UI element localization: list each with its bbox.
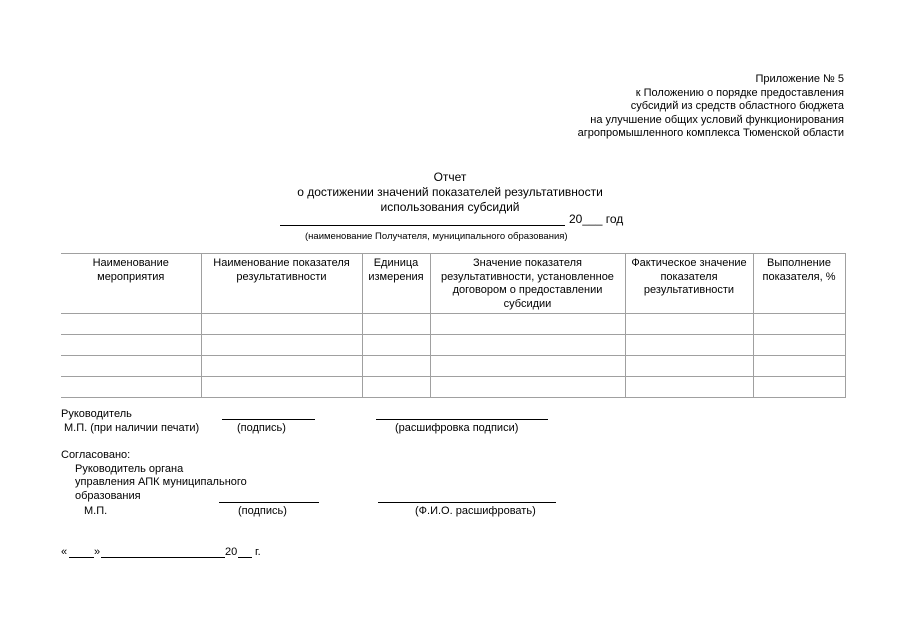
table-cell[interactable] — [625, 314, 753, 335]
decoding-caption: (расшифровка подписи) — [395, 422, 519, 434]
agency-line: управления АПК муниципального — [75, 476, 247, 488]
table-cell[interactable] — [753, 335, 845, 356]
column-header: Выполнение показателя, % — [753, 254, 845, 314]
column-header: Фактическое значение показателя результативности — [625, 254, 753, 314]
table-cell[interactable] — [625, 356, 753, 377]
date-suffix: г. — [255, 546, 261, 558]
table-cell[interactable] — [201, 356, 362, 377]
date-close-quote: » — [94, 546, 101, 558]
recipient-blank-line — [280, 225, 565, 226]
table-cell[interactable] — [753, 314, 845, 335]
table-cell[interactable] — [625, 335, 753, 356]
table-cell[interactable] — [753, 356, 845, 377]
appendix-line: агропромышленного комплекса Тюменской области — [577, 127, 844, 140]
table-cell[interactable] — [61, 356, 201, 377]
date-year-blank — [238, 557, 252, 558]
table-cell[interactable] — [430, 335, 625, 356]
table-header-row — [61, 254, 845, 314]
appendix-note — [578, 73, 844, 141]
column-header: Значение показателя результативности, установленное договором о предоставлении субсидии — [430, 254, 625, 314]
agency-line: Руководитель органа — [75, 463, 184, 475]
table-cell[interactable] — [430, 377, 625, 398]
appendix-line: к Положению о порядке предоставления — [635, 86, 844, 99]
decoding-line — [376, 419, 548, 420]
appendix-line: Приложение № 5 — [755, 73, 844, 85]
table-row — [61, 335, 845, 356]
table-row — [61, 314, 845, 335]
table-body — [61, 314, 845, 398]
signature-caption: (подпись) — [237, 422, 286, 434]
table-cell[interactable] — [201, 335, 362, 356]
table-cell[interactable] — [430, 356, 625, 377]
table-cell[interactable] — [61, 377, 201, 398]
table-cell[interactable] — [362, 356, 430, 377]
report-year: 20___ год — [569, 212, 624, 226]
fio-line — [378, 502, 556, 503]
agreed-label: Согласовано: — [61, 449, 131, 461]
table-cell[interactable] — [362, 377, 430, 398]
table-cell[interactable] — [201, 314, 362, 335]
table-cell[interactable] — [430, 314, 625, 335]
table-cell[interactable] — [201, 377, 362, 398]
recipient-caption: (наименование Получателя, муниципального образования) — [305, 231, 568, 242]
agency-line: образования — [75, 490, 141, 502]
date-month-blank — [101, 557, 225, 558]
column-header: Наименование мероприятия — [61, 254, 201, 314]
table-row — [61, 377, 845, 398]
column-header: Единица измерения — [362, 254, 430, 314]
table-cell[interactable] — [61, 314, 201, 335]
date-day-blank — [69, 557, 94, 558]
table-cell[interactable] — [753, 377, 845, 398]
head-label: Руководитель — [61, 408, 132, 420]
title-line: использования субсидий — [380, 200, 520, 214]
fio-caption: (Ф.И.О. расшифровать) — [415, 505, 536, 517]
appendix-line: субсидий из средств областного бюджета — [630, 100, 844, 113]
table-cell[interactable] — [625, 377, 753, 398]
table-cell[interactable] — [362, 335, 430, 356]
signature-line — [222, 419, 315, 420]
signature-caption-2: (подпись) — [238, 505, 287, 517]
table-cell[interactable] — [61, 335, 201, 356]
report-title — [270, 170, 630, 215]
title-line: о достижении значений показателей результативности — [297, 185, 603, 199]
table-row — [61, 356, 845, 377]
table-cell[interactable] — [362, 314, 430, 335]
date-open-quote: « — [61, 546, 68, 558]
appendix-line: на улучшение общих условий функционирования — [590, 113, 844, 126]
mp-label: М.П. — [84, 505, 108, 517]
column-header: Наименование показателя результативности — [201, 254, 362, 314]
date-year-prefix: 20 — [225, 546, 238, 558]
signature-line-2 — [219, 502, 319, 503]
stamp-label: М.П. (при наличии печати) — [64, 422, 200, 434]
title-line: Отчет — [433, 170, 467, 184]
indicators-table — [61, 253, 846, 398]
